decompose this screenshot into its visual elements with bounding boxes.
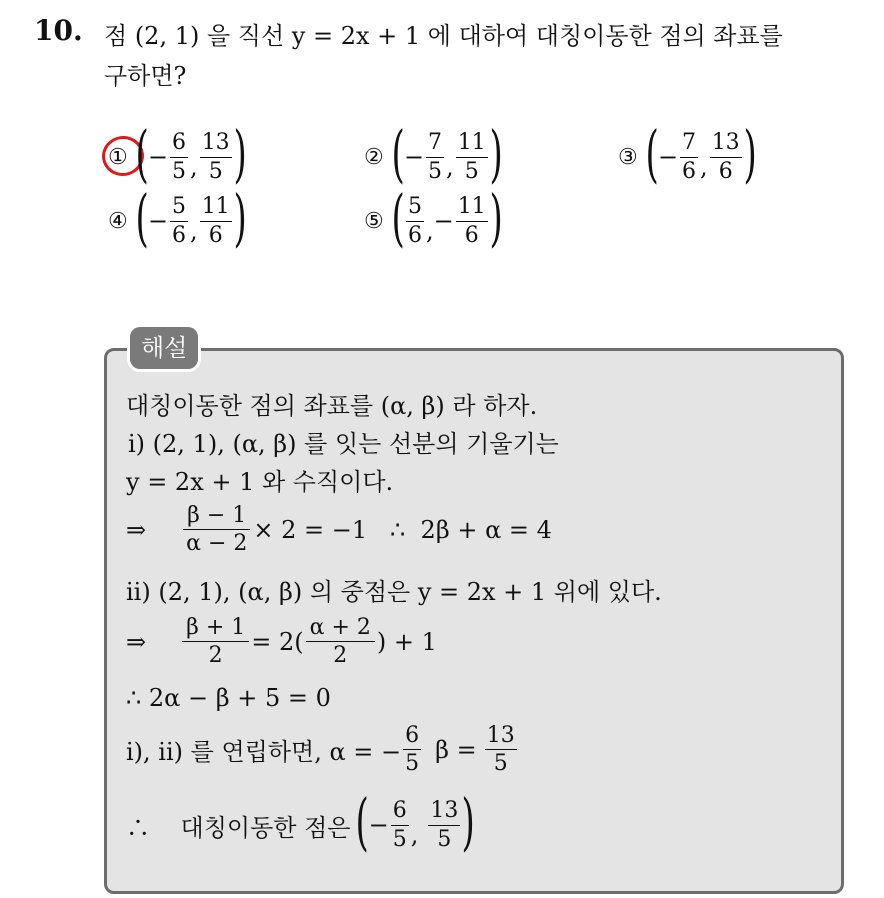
step1-fraction-den: α − 2 [186, 531, 248, 557]
step2-fraction-2-num: α + 2 [306, 616, 375, 642]
paren-open: ( [391, 181, 405, 254]
choice-2-y-fraction [456, 131, 488, 182]
choice-1-y-num: 13 [200, 131, 232, 157]
solution-step1-equation [126, 504, 552, 555]
choice-3-x-sign: − [657, 143, 679, 171]
choice-1-x-num: 6 [170, 131, 188, 157]
alpha-fraction [403, 724, 421, 775]
paren-close: ) [461, 785, 476, 858]
choice-5-y-num: 11 [456, 195, 488, 221]
choice-3-label: ③ [618, 144, 638, 170]
implies-arrow: ⇒ [126, 515, 147, 544]
choice-3-x-den: 6 [682, 158, 697, 184]
choice-1-label: ① [108, 144, 128, 170]
solution-combine [126, 724, 519, 775]
choice-2-x-sign: − [403, 143, 425, 171]
choice-1[interactable] [108, 117, 247, 190]
choice-1-x-sign: − [147, 143, 169, 171]
step2-fraction-1 [182, 616, 249, 667]
answer-x-num: 6 [391, 799, 409, 825]
choice-3-y-fraction [710, 131, 742, 182]
step1-equation-rest: × 2 = −1 ∴ 2β + α = 4 [253, 515, 552, 544]
solution-step2-line1: ii) (2, 1), (α, β) 의 중점은 y = 2x + 1 위에 있다. [126, 578, 662, 606]
question-number: 10. [34, 14, 83, 47]
combine-prefix: i), ii) 를 연립하면, α = − [126, 738, 402, 767]
paren-open: ( [355, 785, 370, 858]
beta-num: 13 [485, 724, 517, 750]
solution-step1-line2: y = 2x + 1 와 수직이다. [126, 468, 394, 496]
comma: , [190, 217, 198, 245]
paren-close: ) [489, 117, 503, 190]
choice-1-y-fraction [200, 131, 232, 182]
choice-2[interactable] [364, 117, 503, 190]
beta-fraction [485, 724, 517, 775]
alpha-num: 6 [403, 724, 421, 750]
choice-4-y-den: 6 [208, 222, 223, 248]
paren-close: ) [233, 181, 247, 254]
step2-equation-rest: ) + 1 [376, 627, 437, 656]
question-text-line1: 점 (2, 1) 을 직선 y = 2x + 1 에 대하여 대칭이동한 점의 좌표를 [104, 22, 783, 50]
step2-fraction-2 [306, 616, 375, 667]
choice-5-y-sign: − [433, 207, 454, 235]
comma: , [446, 153, 454, 181]
choice-2-x-fraction [426, 131, 444, 182]
choice-4-y-fraction [200, 195, 232, 246]
answer-x-den: 5 [392, 826, 407, 852]
choice-2-label: ② [364, 144, 384, 170]
beta-prefix: β = [435, 735, 477, 764]
choice-2-y-num: 11 [456, 131, 488, 157]
comma: , [190, 153, 198, 181]
paren-open: ( [135, 117, 149, 190]
implies-arrow: ⇒ [126, 627, 147, 656]
step1-fraction [182, 504, 251, 555]
solution-intro: 대칭이동한 점의 좌표를 (α, β) 라 하자. [126, 392, 538, 420]
beta-den: 5 [493, 751, 508, 777]
comma: , [425, 217, 434, 245]
answer-y-num: 13 [428, 799, 460, 825]
solution-conclusion [126, 785, 476, 858]
choice-5-y-den: 6 [464, 222, 479, 248]
answer-x-fraction [391, 799, 409, 850]
choice-3[interactable] [618, 117, 757, 190]
answer-y-fraction [428, 799, 460, 850]
question-text-line2: 구하면? [104, 62, 187, 90]
choice-3-y-num: 13 [710, 131, 742, 157]
choice-5-label: ⑤ [364, 208, 384, 234]
answer-y-den: 5 [437, 826, 452, 852]
choice-4-y-num: 11 [200, 195, 232, 221]
step2-fraction-2-den: 2 [333, 643, 348, 669]
step1-fraction-num: β − 1 [183, 504, 250, 530]
choice-2-x-den: 5 [428, 158, 443, 184]
choice-2-y-den: 5 [464, 158, 479, 184]
conclusion-prefix: ∴ 대칭이동한 점은 [126, 813, 351, 842]
step2-fraction-1-num: β + 1 [182, 616, 249, 642]
paren-close: ) [489, 181, 503, 254]
choice-1-y-den: 5 [208, 158, 223, 184]
choice-5-x-num: 5 [406, 195, 424, 221]
comma: , [410, 821, 419, 849]
choice-2-x-num: 7 [426, 131, 444, 157]
solution-step2-equation [126, 616, 437, 667]
choice-4-x-fraction [170, 195, 188, 246]
solution-tab: 해설 [130, 327, 198, 369]
choice-4-x-num: 5 [170, 195, 188, 221]
choice-3-x-fraction [680, 131, 698, 182]
choice-5[interactable] [364, 181, 503, 254]
choice-5-y-fraction [456, 195, 488, 246]
choice-3-x-num: 7 [680, 131, 698, 157]
choice-3-y-den: 6 [718, 158, 733, 184]
choice-4-x-sign: − [147, 207, 169, 235]
choice-1-x-den: 5 [172, 158, 187, 184]
answer-x-sign: − [368, 811, 389, 839]
choice-4[interactable] [108, 181, 247, 254]
choice-5-x-fraction [406, 195, 424, 246]
step2-fraction-1-den: 2 [208, 643, 223, 669]
step2-equation-mid: = 2( [251, 627, 304, 656]
comma: , [700, 153, 708, 181]
choice-1-x-fraction [170, 131, 188, 182]
paren-close: ) [743, 117, 757, 190]
solution-step2-result: ∴ 2α − β + 5 = 0 [126, 684, 331, 712]
paren-open: ( [645, 117, 659, 190]
paren-open: ( [391, 117, 405, 190]
choice-5-x-den: 6 [407, 222, 422, 248]
solution-step1-line1: i) (2, 1), (α, β) 를 잇는 선분의 기울기는 [128, 430, 559, 458]
alpha-den: 5 [405, 751, 420, 777]
paren-open: ( [135, 181, 149, 254]
choice-4-label: ④ [108, 208, 128, 234]
paren-close: ) [233, 117, 247, 190]
choice-4-x-den: 6 [172, 222, 187, 248]
